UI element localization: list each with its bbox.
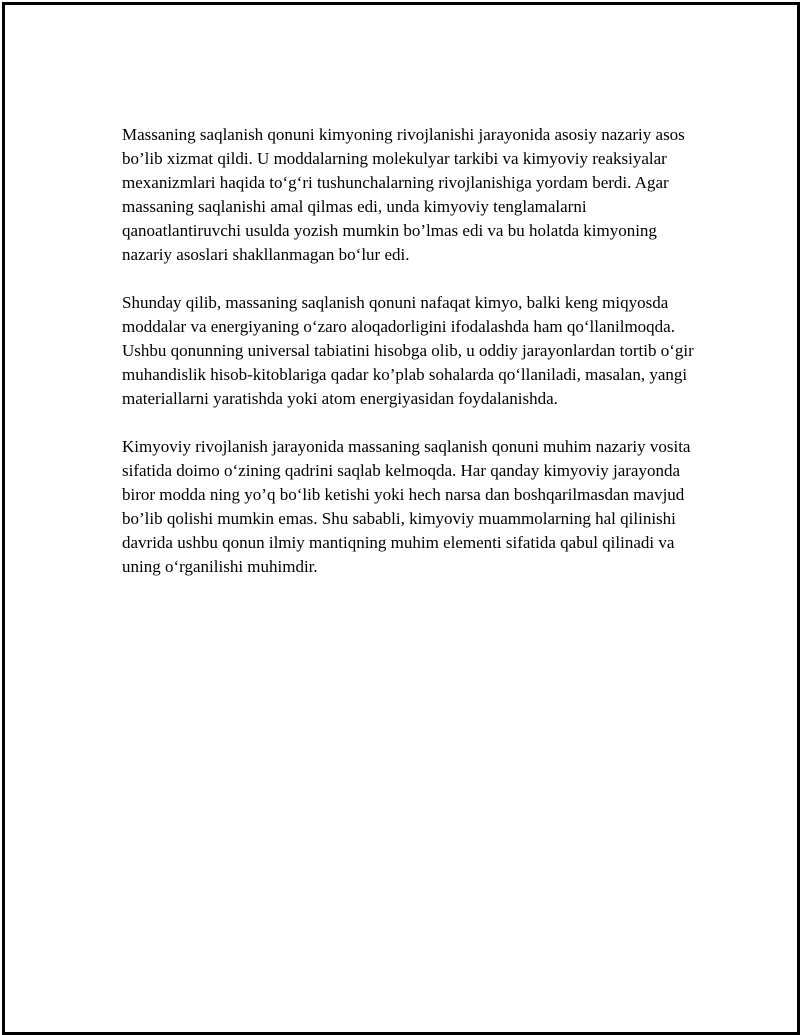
document-body	[122, 123, 697, 579]
paragraph-1: Massaning saqlanish qonuni kimyoning rivojlanishi jarayonida asosiy nazariy asos bo’lib xizmat qildi. U moddalarning molekulyar tarkibi va kimyoviy reaksiyalar mexanizmlari haqida to‘g‘ri tushunchalarning rivojlanishiga yordam berdi. Agar massaning saqlanishi amal qilmas edi, unda kimyoviy tenglamalarni qanoatlantiruvchi usulda yozish mumkin bo’lmas edi va bu holatda kimyoning nazariy asoslari shakllanmagan bo‘lur edi.	[122, 125, 685, 264]
paragraph-2: Shunday qilib, massaning saqlanish qonuni nafaqat kimyo, balki keng miqyosda moddalar va energiyaning o‘zaro aloqadorligini ifodalashda ham qo‘llanilmoqda. Ushbu qonunning universal tabiatini hisobga olib, u oddiy jarayonlardan tortib o‘gir muhandislik hisob-kitoblariga qadar ko’plab sohalarda qo‘llaniladi, masalan, yangi materiallarni yaratishda yoki atom energiyasidan foydalanishda.	[122, 293, 694, 408]
paragraph-3: Kimyoviy rivojlanish jarayonida massaning saqlanish qonuni muhim nazariy vosita sifatida doimo o‘zining qadrini saqlab kelmoqda. Har qanday kimyoviy jarayonda biror modda ning yo’q bo‘lib ketishi yoki hech narsa dan boshqarilmasdan mavjud bo’lib qolishi mumkin emas. Shu sababli, kimyoviy muammolarning hal qilinishi davrida ushbu qonun ilmiy mantiqning muhim elementi sifatida qabul qilinadi va uning o‘rganilishi muhimdir.	[122, 437, 691, 576]
page-border	[2, 2, 800, 1035]
